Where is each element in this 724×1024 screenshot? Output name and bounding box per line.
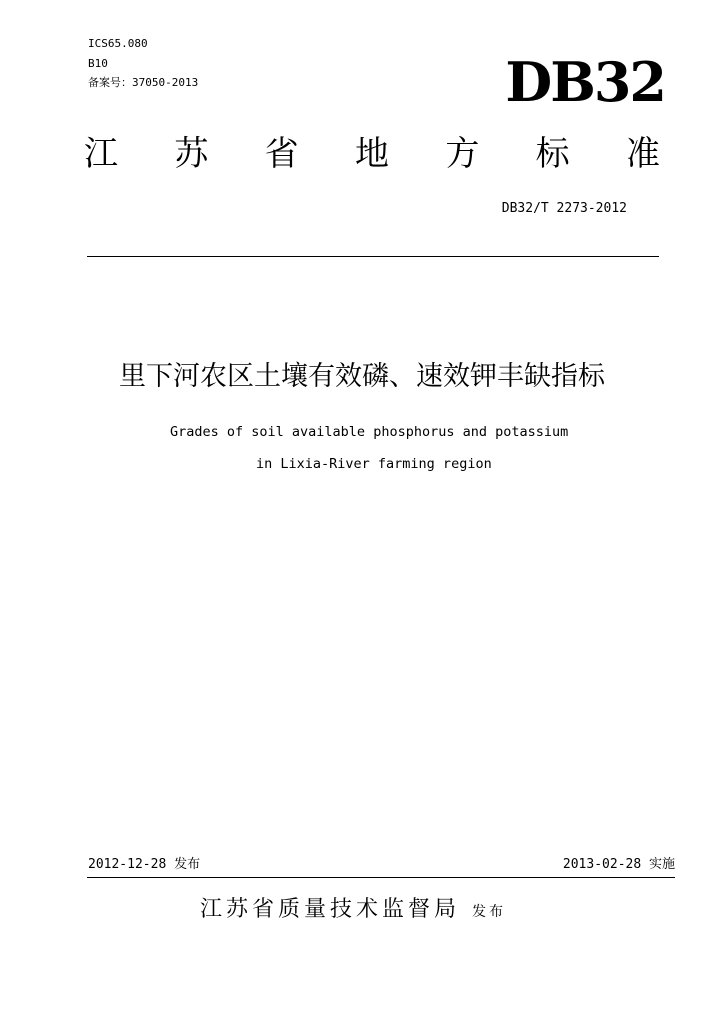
issuer-name: 江苏省质量技术监督局 — [200, 897, 461, 922]
standard-type-char: 江 — [84, 134, 118, 174]
issuer-line — [200, 894, 506, 926]
standard-type-heading — [84, 134, 660, 174]
implementation-date: 2013-02-28 实施 — [562, 857, 675, 872]
standard-type-char: 苏 — [174, 134, 209, 174]
issue-date: 2012-12-28 发布 — [88, 857, 201, 872]
bottom-divider — [87, 877, 675, 878]
standard-type-char: 标 — [535, 134, 570, 174]
standard-type-char: 准 — [625, 134, 660, 174]
issuer-action: 发布 — [472, 904, 507, 920]
english-title-line-2: in Lixia-River farming region — [256, 456, 492, 472]
standard-type-char: 省 — [264, 134, 299, 174]
standard-type-char: 方 — [445, 134, 480, 174]
record-number: 备案号：37050-2013 — [88, 76, 199, 89]
top-divider — [87, 256, 659, 257]
ics-code: ICS65.080 — [88, 37, 148, 50]
english-title-line-1: Grades of soil available phosphorus and potassium — [170, 424, 569, 440]
classification-code: B10 — [88, 57, 108, 70]
db32-logo: DB32 — [505, 50, 665, 114]
standard-type-char: 地 — [354, 134, 389, 174]
standard-number: DB32/T 2273-2012 — [501, 201, 627, 216]
chinese-title: 里下河农区土壤有效磷、速效钾丰缺指标 — [119, 361, 605, 392]
